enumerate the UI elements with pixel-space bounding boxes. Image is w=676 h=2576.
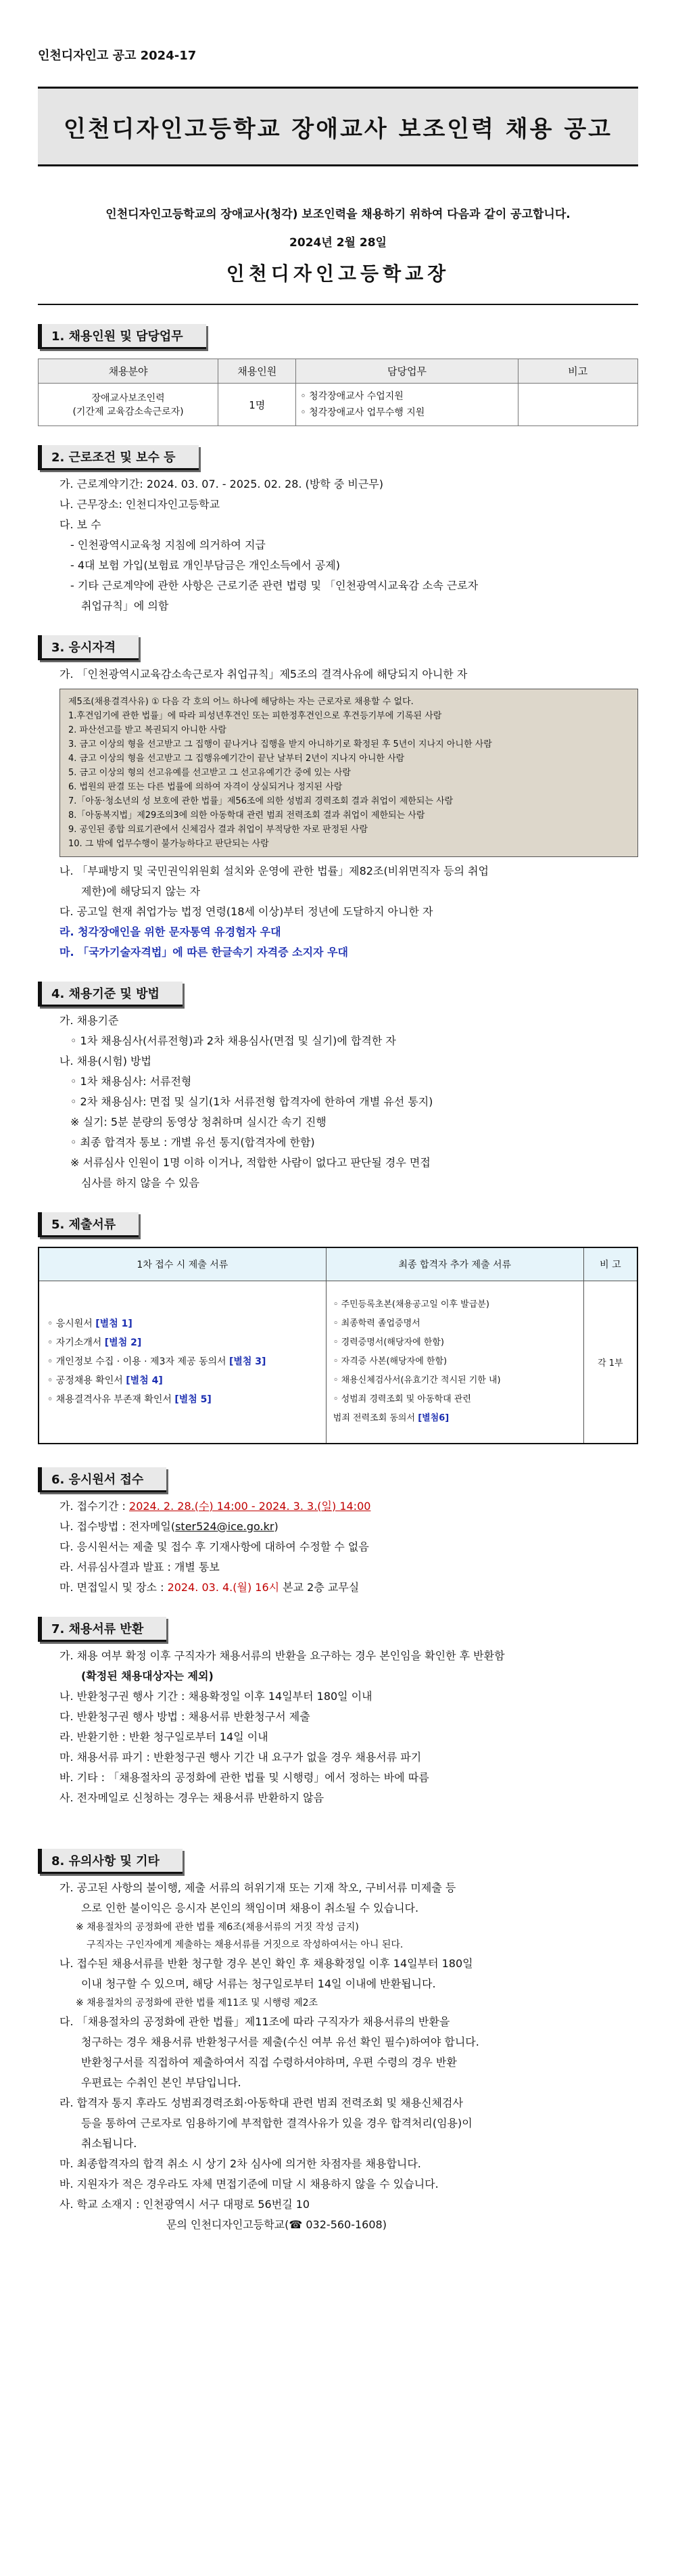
list-item xyxy=(47,1390,322,1409)
body-line: 다. 보 수 xyxy=(59,518,101,531)
doc-text: ◦ 개인정보 수집 · 이용 · 제3자 제공 동의서 xyxy=(47,1356,229,1368)
body-line: 취소됩니다. xyxy=(81,2136,137,2150)
body-line: 취업규칙」에 의함 xyxy=(81,599,169,612)
body-line: 다. 응시원서는 제출 및 접수 후 기재사항에 대하여 수정할 수 없음 xyxy=(59,1540,369,1553)
label: 가. 접수기간 : xyxy=(59,1499,130,1513)
contact-line xyxy=(38,2215,638,2235)
list-item: ◦ 성범죄 경력조회 및 아동학대 관련 xyxy=(333,1394,471,1405)
contact-label: ) xyxy=(382,2217,387,2231)
table-header-cell: 채용분야 xyxy=(39,359,218,384)
table-header-cell: 담당업무 xyxy=(296,359,518,384)
doc-text: 범죄 전력조회 동의서 xyxy=(333,1413,418,1424)
count-cell: 1명 xyxy=(218,384,296,426)
body-line: 등을 통하여 근로자로 임용하기에 부적합한 결격사유가 있을 경우 합격처리(임용)이 xyxy=(81,2116,473,2130)
box-line: 9. 공인된 종합 의료기관에서 신체검사 결과 취업이 부적당한 자로 판정된 사람 xyxy=(68,825,368,835)
section-6-body xyxy=(38,1496,638,1598)
body-line: 가. 채용 여부 확정 이후 구직자가 채용서류의 반환을 요구하는 경우 본인임을 확인한 후 반환함 xyxy=(59,1649,505,1662)
body-line: ◦ 2차 채용심사: 면접 및 실기(1차 서류전형 합격자에 한하여 개별 유선 통지) xyxy=(70,1095,433,1108)
section-2-body xyxy=(38,474,638,616)
phone-number: ☎ 032-560-1608 xyxy=(289,2217,383,2231)
body-line: 나. 「부패방지 및 국민권익위원회 설치와 운영에 관한 법률」제82조(비위면직자 등의 취업 xyxy=(59,865,489,877)
label: 마. 면접일시 및 장소 : xyxy=(59,1580,168,1594)
section-4-body xyxy=(38,1011,638,1193)
body-line: 마. 최종합격자의 합격 취소 시 상기 2차 심사에 의거한 차점자를 채용합니다. xyxy=(59,2157,421,2170)
note-line: ※ 채용절차의 공정화에 관한 법률 제11조 및 시행령 제2조 xyxy=(76,1997,318,2008)
body-line: 가. 「인천광역시교육감소속근로자 취업규칙」제5조의 결격사유에 해당되지 아니한 자 xyxy=(59,668,468,681)
label: ) xyxy=(274,1519,279,1533)
notice-date: 2024년 2월 28일 xyxy=(289,236,387,250)
first-submission-cell xyxy=(39,1281,326,1444)
attachment-tag: [별첨 3] xyxy=(228,1356,266,1368)
note-cell xyxy=(518,384,637,426)
body-line: 라. 반환기한 : 반환 청구일로부터 14일 이내 xyxy=(59,1730,268,1743)
box-line: 6. 법원의 판결 또는 다른 법률에 의하여 자격이 상실되거나 정지된 사람 xyxy=(68,782,343,792)
box-line: 1.후견임기에 관한 법률」에 따라 피성년후견인 또는 피한정후견인으로 후견등기부에 기록된 사람 xyxy=(68,711,442,721)
note-line: 구직자는 구인자에게 제출하는 채용서류를 거짓으로 작성하여서는 아니 된다. xyxy=(87,1939,404,1950)
duty-item: ◦ 청각장애교사 수업지원 xyxy=(300,391,404,402)
body-line: ◦ 1차 채용심사(서류전형)과 2차 채용심사(면접 및 실기)에 합격한 자 xyxy=(70,1034,396,1047)
bottom-spacer xyxy=(38,2235,638,2316)
remarks-cell: 각 1부 xyxy=(583,1281,637,1444)
body-line: 이내 청구할 수 있으며, 해당 서류는 청구일로부터 14일 이내에 반환됩니다. xyxy=(81,1977,436,1990)
box-line: 10. 그 밖에 업무수행이 불가능하다고 판단되는 사람 xyxy=(68,839,269,849)
list-item xyxy=(333,1409,579,1428)
table-header-cell: 채용인원 xyxy=(218,359,296,384)
table-row xyxy=(39,384,638,426)
school-name: 인천디자인고등학교장 xyxy=(38,259,638,305)
attachment-tag: [별첨6] xyxy=(418,1413,450,1424)
documents-table xyxy=(38,1247,638,1444)
body-line: 마. 채용서류 파기 : 반환청구권 행사 기간 내 요구가 없을 경우 채용서류 파기 xyxy=(59,1750,422,1764)
body-line: - 기타 근로계약에 관한 사항은 근로기준 관련 법령 및 「인천광역시교육감 소속 근로자 xyxy=(70,579,479,592)
box-line: 3. 금고 이상의 형을 선고받고 그 집행이 끝나거나 집행을 받지 아니하기로 확정된 후 5년이 지나지 아니한 사람 xyxy=(68,739,492,750)
attachment-tag: [별첨 5] xyxy=(174,1394,212,1406)
body-line: 다. 반환청구권 행사 방법 : 채용서류 반환청구서 제출 xyxy=(59,1709,310,1723)
table-header-cell: 비 고 xyxy=(583,1247,637,1281)
section-1-heading: 1. 채용인원 및 담당업무 xyxy=(38,324,206,349)
body-line: 나. 근무장소: 인천디자인고등학교 xyxy=(59,498,220,511)
section-6-heading: 6. 응시원서 접수 xyxy=(38,1467,166,1492)
list-item xyxy=(47,1333,322,1352)
duties-cell xyxy=(296,384,518,426)
preference-line: 라. 청각장애인을 위한 문자통역 유경험자 우대 xyxy=(59,925,281,938)
body-line: 다. 「채용절차의 공정화에 관한 법률」제11조에 따라 구직자가 채용서류의 반환을 xyxy=(59,2015,450,2028)
body-line: 바. 지원자가 적은 경우라도 자체 면접기준에 미달 시 채용하지 않을 수 있습니다. xyxy=(59,2177,439,2190)
list-item xyxy=(47,1352,322,1371)
section-5-heading: 5. 제출서류 xyxy=(38,1212,139,1237)
box-line: 8.「아동복지법」제29조의3에 의한 아동학대 관련 범죄 전력조회 결과 취업이 제한되는 사람 xyxy=(68,810,425,821)
doc-text: ◦ 응시원서 xyxy=(47,1318,96,1330)
box-line: 4. 금고 이상의 형을 선고받고 그 집행유예기간이 끝난 날부터 2년이 지나지 아니한 사람 xyxy=(68,754,405,764)
attachment-tag: [별첨 1] xyxy=(95,1318,132,1330)
body-line: ※ 실기: 5분 분량의 동영상 청취하며 실시간 속기 진행 xyxy=(70,1116,327,1128)
field-cell: 장애교사보조인력 (기간제 교육감소속근로자) xyxy=(39,384,218,426)
section-8-body xyxy=(38,1878,638,2235)
body-line: 제한)에 해당되지 않는 자 xyxy=(81,885,201,898)
list-item: ◦ 주민등록초본(채용공고일 이후 발급분) xyxy=(333,1300,489,1310)
section-4-heading: 4. 채용기준 및 방법 xyxy=(38,982,183,1007)
contact-label: 문의 인천디자인고등학교( xyxy=(166,2217,289,2231)
doc-text: ◦ 자기소개서 xyxy=(47,1337,105,1349)
list-item xyxy=(47,1371,322,1390)
section-7-heading: 7. 채용서류 반환 xyxy=(38,1617,166,1642)
body-line: 심사를 하지 않을 수 있음 xyxy=(81,1176,199,1189)
preference-line: 마. 「국가기술자격법」에 따른 한글속기 자격증 소지자 우대 xyxy=(59,946,348,959)
body-line: - 인천광역시교육청 지침에 의거하여 지급 xyxy=(70,538,266,551)
box-line: 7.「아동·청소년의 성 보호에 관한 법률」제56조에 의한 성범죄 경력조회 결과 취업이 제한되는 사람 xyxy=(68,796,454,806)
disqualification-box xyxy=(59,689,638,857)
doc-text: ◦ 공정채용 확인서 xyxy=(47,1375,126,1387)
body-line: 라. 서류심사결과 발표 : 개별 통보 xyxy=(59,1560,220,1573)
body-line: - 4대 보험 가입(보험료 개인부담금은 개인소득에서 공제) xyxy=(70,559,340,572)
table-header-row xyxy=(39,1247,637,1281)
body-line: 가. 공고된 사항의 불이행, 제출 서류의 허위기재 또는 기재 착오, 구비서류 미제출 등 xyxy=(59,1881,456,1894)
body-line: 나. 반환청구권 행사 기간 : 채용확정일 이후 14일부터 180일 이내 xyxy=(59,1689,372,1703)
list-item: ◦ 채용신체검사서(유효기간 적시된 기한 내) xyxy=(333,1375,501,1386)
body-line: 우편료는 수취인 본인 부담입니다. xyxy=(81,2075,241,2089)
final-submission-cell xyxy=(326,1281,583,1444)
box-line: 2. 파산선고를 받고 복권되지 아니한 사람 xyxy=(68,725,226,735)
body-line xyxy=(38,1496,638,1517)
section-8-heading: 8. 유의사항 및 기타 xyxy=(38,1849,183,1874)
doc-text: ◦ 채용결격사유 부존재 확인서 xyxy=(47,1394,175,1406)
body-line: ◦ 1차 채용심사: 서류전형 xyxy=(70,1075,192,1088)
body-line: 나. 접수된 채용서류를 반환 청구할 경우 본인 확인 후 채용확정일 이후 14일부터 180일 xyxy=(59,1956,473,1970)
list-item: ◦ 경력증명서(해당자에 한함) xyxy=(333,1337,444,1348)
duty-item: ◦ 청각장애교사 업무수행 지원 xyxy=(300,407,425,418)
body-line: 가. 채용기준 xyxy=(59,1014,119,1027)
body-line: 바. 기타 : 「채용절차의 공정화에 관한 법률 및 시행령」에서 정하는 바에 따름 xyxy=(59,1770,429,1784)
attachment-tag: [별첨 2] xyxy=(104,1337,142,1349)
list-item: ◦ 최종학력 졸업증명서 xyxy=(333,1318,420,1329)
table-row xyxy=(39,1281,637,1444)
box-line: 제5조(채용결격사유) ① 다음 각 호의 어느 하나에 해당하는 자는 근로자로 채용할 수 없다. xyxy=(68,697,414,707)
recruitment-table xyxy=(38,359,638,426)
attachment-tag: [별첨 4] xyxy=(126,1375,163,1387)
note-line: ※ 채용절차의 공정화에 관한 법률 제6조(채용서류의 거짓 작성 금지) xyxy=(76,1921,359,1933)
body-line: 청구하는 경우 채용서류 반환청구서를 제출(수신 여부 유선 확인 필수)하여야 합니다. xyxy=(81,2035,479,2048)
interview-datetime: 2024. 03. 4.(월) 16시 xyxy=(167,1580,280,1594)
body-line: 사. 학교 소재지 : 인천광역시 서구 대평로 56번길 10 xyxy=(59,2197,310,2211)
body-line: 가. 근로계약기간: 2024. 03. 07. - 2025. 02. 28. (방학 중 비근무) xyxy=(59,478,383,490)
notice-number: 인천디자인고 공고 2024-17 xyxy=(38,49,197,63)
section-3-heading: 3. 응시자격 xyxy=(38,635,139,660)
email-link[interactable]: ster524@ice.go.kr xyxy=(175,1519,274,1533)
section-2-heading: 2. 근로조건 및 보수 등 xyxy=(38,445,199,470)
section-7-body xyxy=(38,1646,638,1808)
body-line: 으로 인한 불이익은 응시자 본인의 책임이며 채용이 취소될 수 있습니다. xyxy=(81,1901,419,1914)
body-line: 반환청구서를 직접하여 제출하여서 직접 수령하셔야하며, 우편 수령의 경우 반환 xyxy=(81,2055,457,2069)
body-line: ※ 서류심사 인원이 1명 이하 이거나, 적합한 사람이 없다고 판단될 경우 면접 xyxy=(70,1156,431,1169)
body-line: ◦ 최종 합격자 통보 : 개별 유선 통지(합격자에 한함) xyxy=(70,1136,315,1149)
body-line: 라. 합격자 통지 후라도 성범죄경력조회·아동학대 관련 범죄 전력조회 및 채용신체검사 xyxy=(59,2096,463,2109)
application-period: 2024. 2. 28.(수) 14:00 - 2024. 3. 3.(일) 14:00 xyxy=(129,1499,371,1513)
body-line xyxy=(38,1578,638,1598)
list-item: ◦ 자격증 사본(해당자에 한함) xyxy=(333,1356,448,1367)
body-line: 사. 전자메일로 신청하는 경우는 채용서류 반환하지 않음 xyxy=(59,1791,324,1804)
table-header-row xyxy=(39,359,638,384)
page-title: 인천디자인고등학교 장애교사 보조인력 채용 공고 xyxy=(38,87,638,166)
body-line xyxy=(38,1517,638,1537)
section-3-body xyxy=(38,664,638,963)
list-item xyxy=(47,1314,322,1333)
table-header-cell: 비고 xyxy=(518,359,637,384)
label: 나. 접수방법 : 전자메일( xyxy=(59,1519,176,1533)
table-header-cell: 최종 합격자 추가 제출 서류 xyxy=(326,1247,583,1281)
body-line: 다. 공고일 현재 취업가능 법정 연령(18세 이상)부터 정년에 도달하지 아니한 자 xyxy=(59,905,433,918)
intro-text: 인천디자인고등학교의 장애교사(청각) 보조인력을 채용하기 위하여 다음과 같이 공고합니다. xyxy=(105,208,571,221)
box-line: 5. 금고 이상의 형의 선고유예를 선고받고 그 선고유예기간 중에 있는 사람 xyxy=(68,768,351,778)
body-line: 나. 채용(시험) 방법 xyxy=(59,1055,151,1067)
label: 본교 2층 교무실 xyxy=(279,1580,360,1594)
body-line: (확정된 채용대상자는 제외) xyxy=(81,1669,214,1682)
table-header-cell: 1차 접수 시 제출 서류 xyxy=(39,1247,326,1281)
